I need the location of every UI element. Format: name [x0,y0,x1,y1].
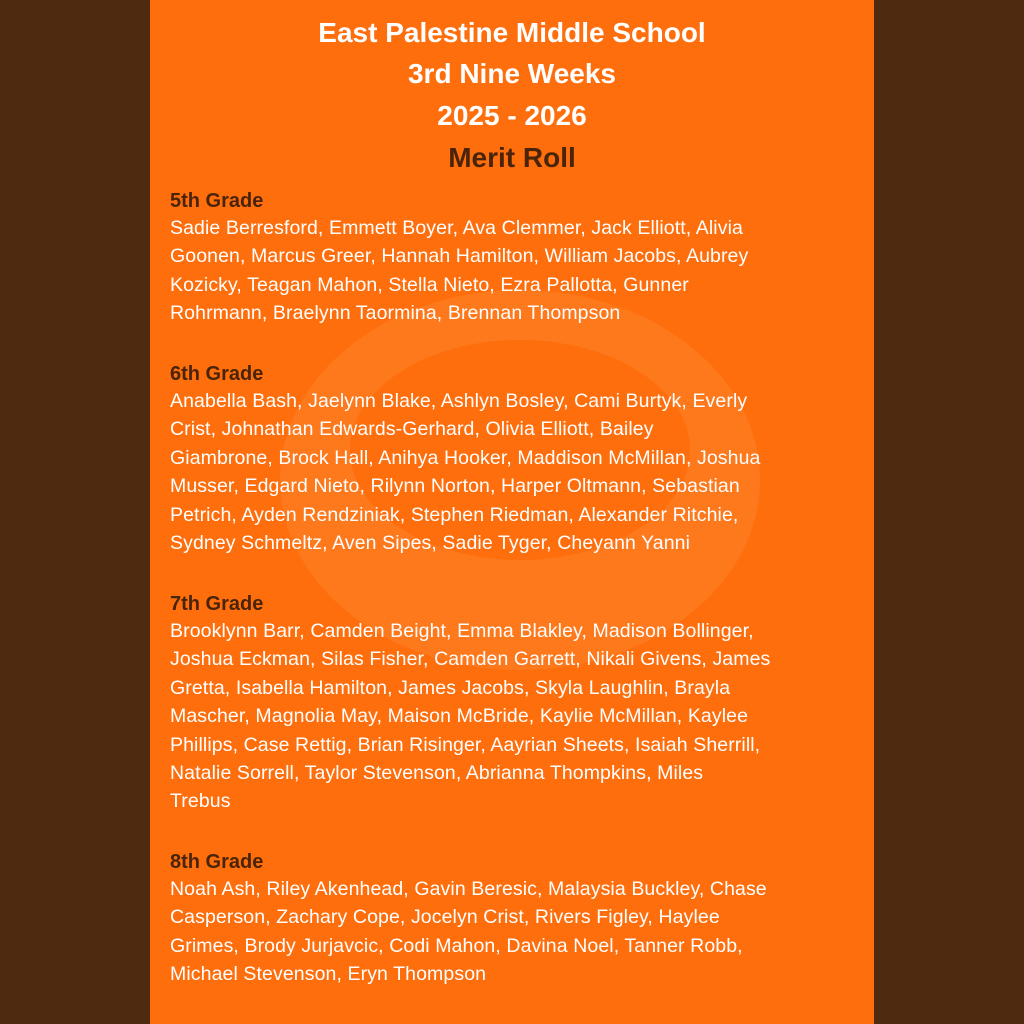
names-line: Goonen, Marcus Greer, Hannah Hamilton, William Jacobs, Aubrey [170,245,749,268]
names-line: Kozicky, Teagan Mahon, Stella Nieto, Ezra Pallotta, Gunner [170,273,689,296]
names-line: Rohrmann, Braelynn Taormina, Brennan Thompson [170,302,621,325]
grade-section-6 [170,361,760,557]
grade-section-8 [170,849,767,989]
names-line: Noah Ash, Riley Akenhead, Gavin Beresic, Malaysia Buckley, Chase [170,878,767,900]
names-line: Anabella Bash, Jaelynn Blake, Ashlyn Bosley, Cami Burtyk, Everly [170,390,748,412]
grade-heading: 7th Grade [170,593,264,615]
names-line: Brooklynn Barr, Camden Beight, Emma Blakley, Madison Bollinger, [170,620,754,642]
term-title: 3rd Nine Weeks [407,58,617,89]
names-line: Casperson, Zachary Cope, Jocelyn Crist, Rivers Figley, Haylee [170,906,720,929]
school-year: 2025 - 2026 [437,100,587,131]
names-line: Sadie Berresford, Emmett Boyer, Ava Clemmer, Jack Elliott, Alivia [170,217,743,239]
names-line: Trebus [170,790,231,813]
names-line: Grimes, Brody Jurjavcic, Codi Mahon, Davina Noel, Tanner Robb, [170,934,743,957]
names-line: Crist, Johnathan Edwards-Gerhard, Olivia Elliott, Bailey [170,418,654,441]
grade-heading: 6th Grade [170,363,264,385]
grade-heading: 5th Grade [170,190,264,212]
grade-heading: 8th Grade [170,851,264,873]
names-line: Sydney Schmeltz, Aven Sipes, Sadie Tyger, Cheyann Yanni [170,532,691,555]
names-line: Phillips, Case Rettig, Brian Risinger, Aayrian Sheets, Isaiah Sherrill, [170,733,761,756]
names-line: Musser, Edgard Nieto, Rilynn Norton, Harper Oltmann, Sebastian [170,475,740,498]
names-line: Natalie Sorrell, Taylor Stevenson, Abrianna Thompkins, Miles [170,762,704,785]
school-name: East Palestine Middle School [318,17,706,48]
roll-title: Merit Roll [448,142,576,173]
names-line: Joshua Eckman, Silas Fisher, Camden Garrett, Nikali Givens, James [170,648,771,671]
grade-section-5 [170,188,748,328]
names-line: Michael Stevenson, Eryn Thompson [170,963,487,986]
merit-roll-panel [150,0,874,1024]
student-names [170,214,748,328]
grade-section-7 [170,591,770,816]
student-names [170,387,760,557]
names-line: Petrich, Ayden Rendziniak, Stephen Riedman, Alexander Ritchie, [170,503,739,526]
names-line: Gretta, Isabella Hamilton, James Jacobs, Skyla Laughlin, Brayla [170,676,731,699]
student-names [170,875,767,989]
names-line: Giambrone, Brock Hall, Anihya Hooker, Maddison McMillan, Joshua [170,446,761,469]
names-line: Mascher, Magnolia May, Maison McBride, Kaylie McMillan, Kaylee [170,705,749,728]
student-names [170,617,770,816]
